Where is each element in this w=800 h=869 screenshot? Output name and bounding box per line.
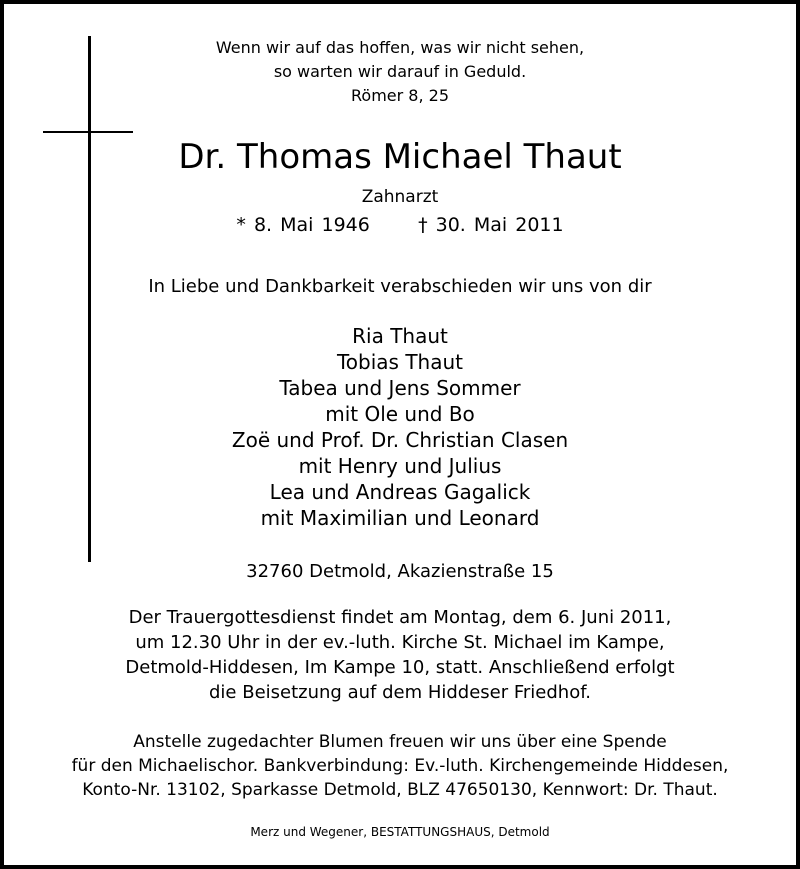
- family-member: Tabea und Jens Sommer: [279, 376, 521, 400]
- family-address: 32760 Detmold, Akazienstraße 15: [246, 561, 554, 582]
- life-dates: * 8. Mai 1946 † 30. Mai 2011: [236, 214, 564, 236]
- donation-info-line: für den Michaelischor. Bankverbindung: Ev.-luth. Kirchengemeinde Hiddesen,: [71, 756, 729, 776]
- family-member: Ria Thaut: [352, 324, 448, 348]
- farewell-text: In Liebe und Dankbarkeit verabschieden wir uns von dir: [148, 276, 652, 297]
- donation-info-line: Konto-Nr. 13102, Sparkasse Detmold, BLZ 47650130, Kennwort: Dr. Thaut.: [82, 780, 718, 800]
- bible-verse-line: so warten wir darauf in Geduld.: [273, 62, 527, 81]
- family-member: Zoë und Prof. Dr. Christian Clasen: [231, 428, 569, 452]
- service-info-line: Der Trauergottesdienst findet am Montag, dem 6. Juni 2011,: [128, 607, 672, 628]
- funeral-home-footer: Merz und Wegener, BESTATTUNGSHAUS, Detmold: [250, 825, 550, 839]
- deceased-name: Dr. Thomas Michael Thaut: [178, 137, 622, 177]
- service-info-line: Detmold-Hiddesen, Im Kampe 10, statt. Anschließend erfolgt: [125, 657, 675, 678]
- family-member: mit Ole und Bo: [325, 402, 475, 426]
- donation-info-line: Anstelle zugedachter Blumen freuen wir uns über eine Spende: [133, 732, 667, 752]
- bible-verse-reference: Römer 8, 25: [351, 86, 449, 105]
- profession: Zahnarzt: [361, 187, 439, 207]
- service-info-line: um 12.30 Uhr in der ev.-luth. Kirche St. Michael im Kampe,: [135, 632, 665, 653]
- service-info-line: die Beisetzung auf dem Hiddeser Friedhof.: [209, 682, 591, 703]
- family-member: mit Maximilian und Leonard: [260, 506, 540, 530]
- family-member: Lea und Andreas Gagalick: [269, 480, 531, 504]
- family-member: mit Henry und Julius: [298, 454, 502, 478]
- cross-icon-horizontal-bar: [43, 131, 133, 133]
- family-member: Tobias Thaut: [336, 350, 463, 374]
- bible-verse-line: Wenn wir auf das hoffen, was wir nicht sehen,: [215, 38, 585, 57]
